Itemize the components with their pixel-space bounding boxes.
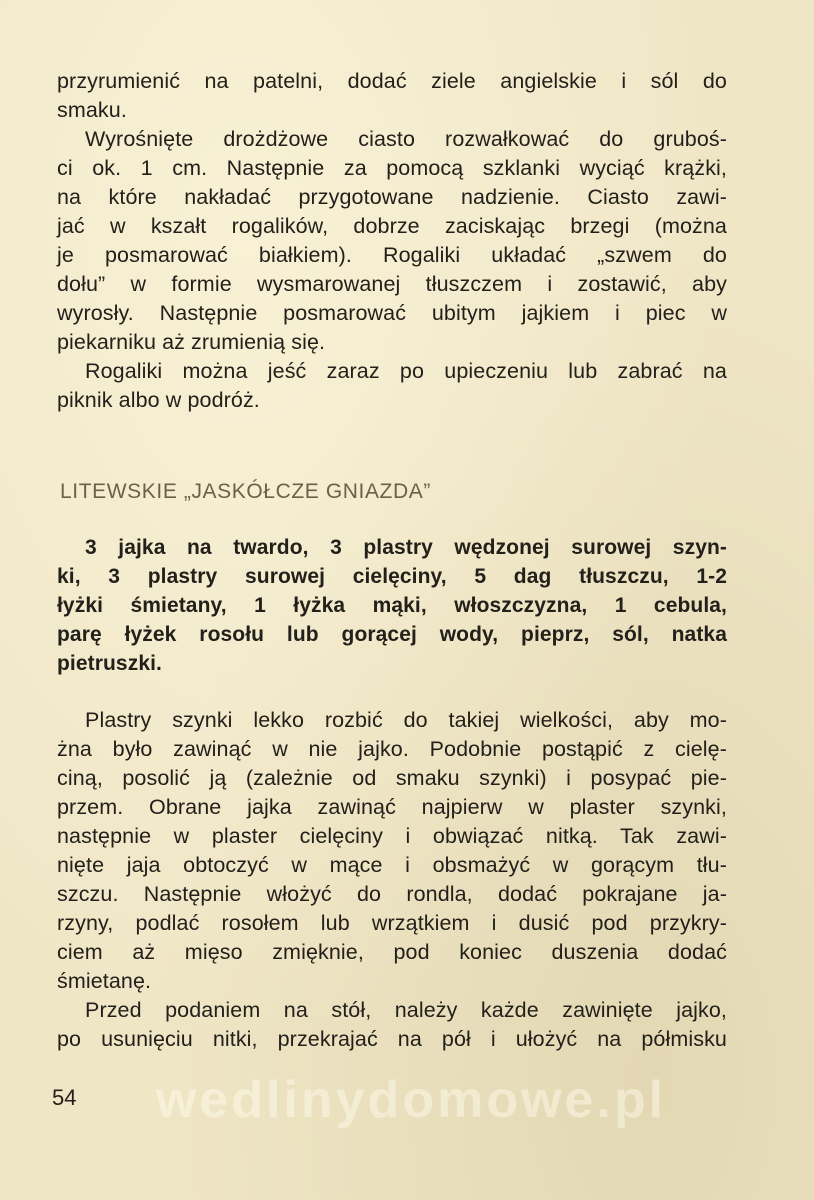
ingredients-line: parę łyżek rosołu lub gorącej wody, pieprz, sól, natka — [57, 623, 727, 646]
method-line: następnie w plaster cielęciny i obwiązać nitką. Tak zawi- — [57, 824, 727, 848]
text-line: przyrumienić na patelni, dodać ziele angielskie i sól do — [57, 69, 727, 93]
text-line: wyrosły. Następnie posmarować ubitym jajkiem i piec w — [57, 301, 727, 325]
text-line: ci ok. 1 cm. Następnie za pomocą szklanki wyciąć krążki, — [57, 156, 727, 180]
watermark: wedlinydomowe.pl — [155, 1071, 667, 1129]
text-line: je posmarować białkiem). Rogaliki układać „szwem do — [57, 243, 727, 267]
text-line: Wyrośnięte drożdżowe ciasto rozwałkować do gruboś- — [85, 127, 727, 151]
method-line: Przed podaniem na stół, należy każde zawinięte jajko, — [85, 998, 727, 1022]
recipe-title: LITEWSKIE „JASKÓŁCZE GNIAZDA” — [60, 480, 431, 503]
text-line: jać w kszałt rogalików, dobrze zaciskając brzegi (można — [57, 214, 727, 238]
method-line: przem. Obrane jajka zawinąć najpierw w plaster szynki, — [57, 795, 727, 819]
text-line: smaku. — [57, 98, 127, 122]
ingredients-line: 3 jajka na twardo, 3 plastry wędzonej surowej szyn- — [85, 536, 727, 559]
text-line: dołu” w formie wysmarowanej tłuszczem i zostawić, aby — [57, 272, 727, 296]
page-number: 54 — [52, 1085, 77, 1110]
method-line: nięte jaja obtoczyć w mące i obsmażyć w gorącym tłu- — [57, 853, 727, 877]
method-line: rzyny, podlać rosołem lub wrzątkiem i dusić pod przykry- — [57, 911, 727, 935]
text-line: Rogaliki można jeść zaraz po upieczeniu lub zabrać na — [85, 359, 727, 383]
method-line: ciem aż mięso zmięknie, pod koniec duszenia dodać — [57, 940, 727, 964]
ingredients-line: łyżki śmietany, 1 łyżka mąki, włoszczyzna, 1 cebula, — [57, 594, 727, 617]
ingredients-line: ki, 3 plastry surowej cielęciny, 5 dag tłuszczu, 1-2 — [57, 565, 727, 588]
text-line: piknik albo w podróż. — [57, 388, 260, 412]
method-line: żna było zawinąć w nie jajko. Podobnie postąpić z cielę- — [57, 737, 727, 761]
text-line: piekarniku aż zrumienią się. — [57, 330, 326, 354]
text-line: na które nakładać przygotowane nadzienie. Ciasto zawi- — [57, 185, 727, 209]
method-line: śmietanę. — [57, 969, 152, 993]
method-line: po usunięciu nitki, przekrajać na pół i ułożyć na półmisku — [57, 1027, 727, 1051]
ingredients-line: pietruszki. — [57, 652, 162, 675]
method-line: szczu. Następnie włożyć do rondla, dodać pokrajane ja- — [57, 882, 727, 906]
method-line: ciną, posolić ją (zależnie od smaku szynki) i posypać pie- — [57, 766, 727, 790]
method-line: Plastry szynki lekko rozbić do takiej wielkości, aby mo- — [85, 708, 727, 732]
